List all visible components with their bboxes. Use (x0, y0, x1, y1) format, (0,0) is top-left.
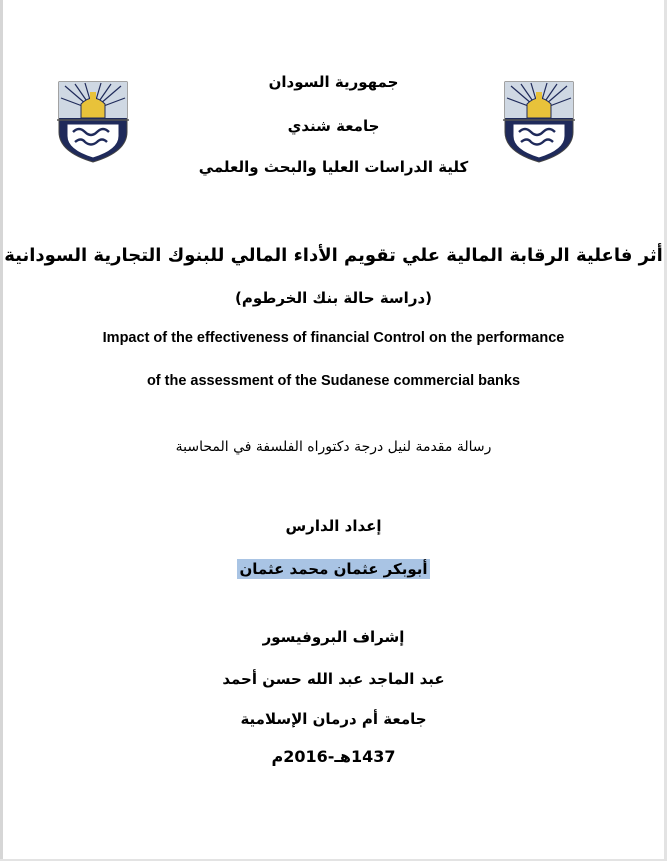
student-name: أبوبكر عثمان محمد عثمان (239, 560, 428, 578)
arabic-title: أثر فاعلية الرقابة المالية علي تقويم الأداء المالي للبنوك التجارية السودانية (4, 245, 663, 266)
student-label: إعداد الدارس (285, 517, 382, 535)
supervisor-institution: جامعة أم درمان الإسلامية (240, 710, 427, 728)
supervisor-name: عبد الماجد عبد الله حسن أحمد (222, 670, 445, 688)
english-title-line2: of the assessment of the Sudanese commercial banks (146, 373, 521, 389)
university-name: جامعة شندي (287, 117, 380, 135)
english-title-line1: Impact of the effectiveness of financial Control on the performance (102, 330, 565, 346)
date-line: 1437هـ-2016م (271, 747, 396, 766)
country-name: جمهورية السودان (268, 73, 399, 91)
arabic-subtitle: (دراسة حالة بنك الخرطوم) (234, 289, 433, 307)
faculty-name: كلية الدراسات العليا والبحث والعلمي (198, 158, 469, 176)
student-name-row (0, 562, 667, 577)
supervisor-label: إشراف البروفيسور (262, 628, 405, 646)
thesis-note: رسالة مقدمة لنيل درجة دكتوراه الفلسفة في المحاسبة (175, 439, 492, 455)
